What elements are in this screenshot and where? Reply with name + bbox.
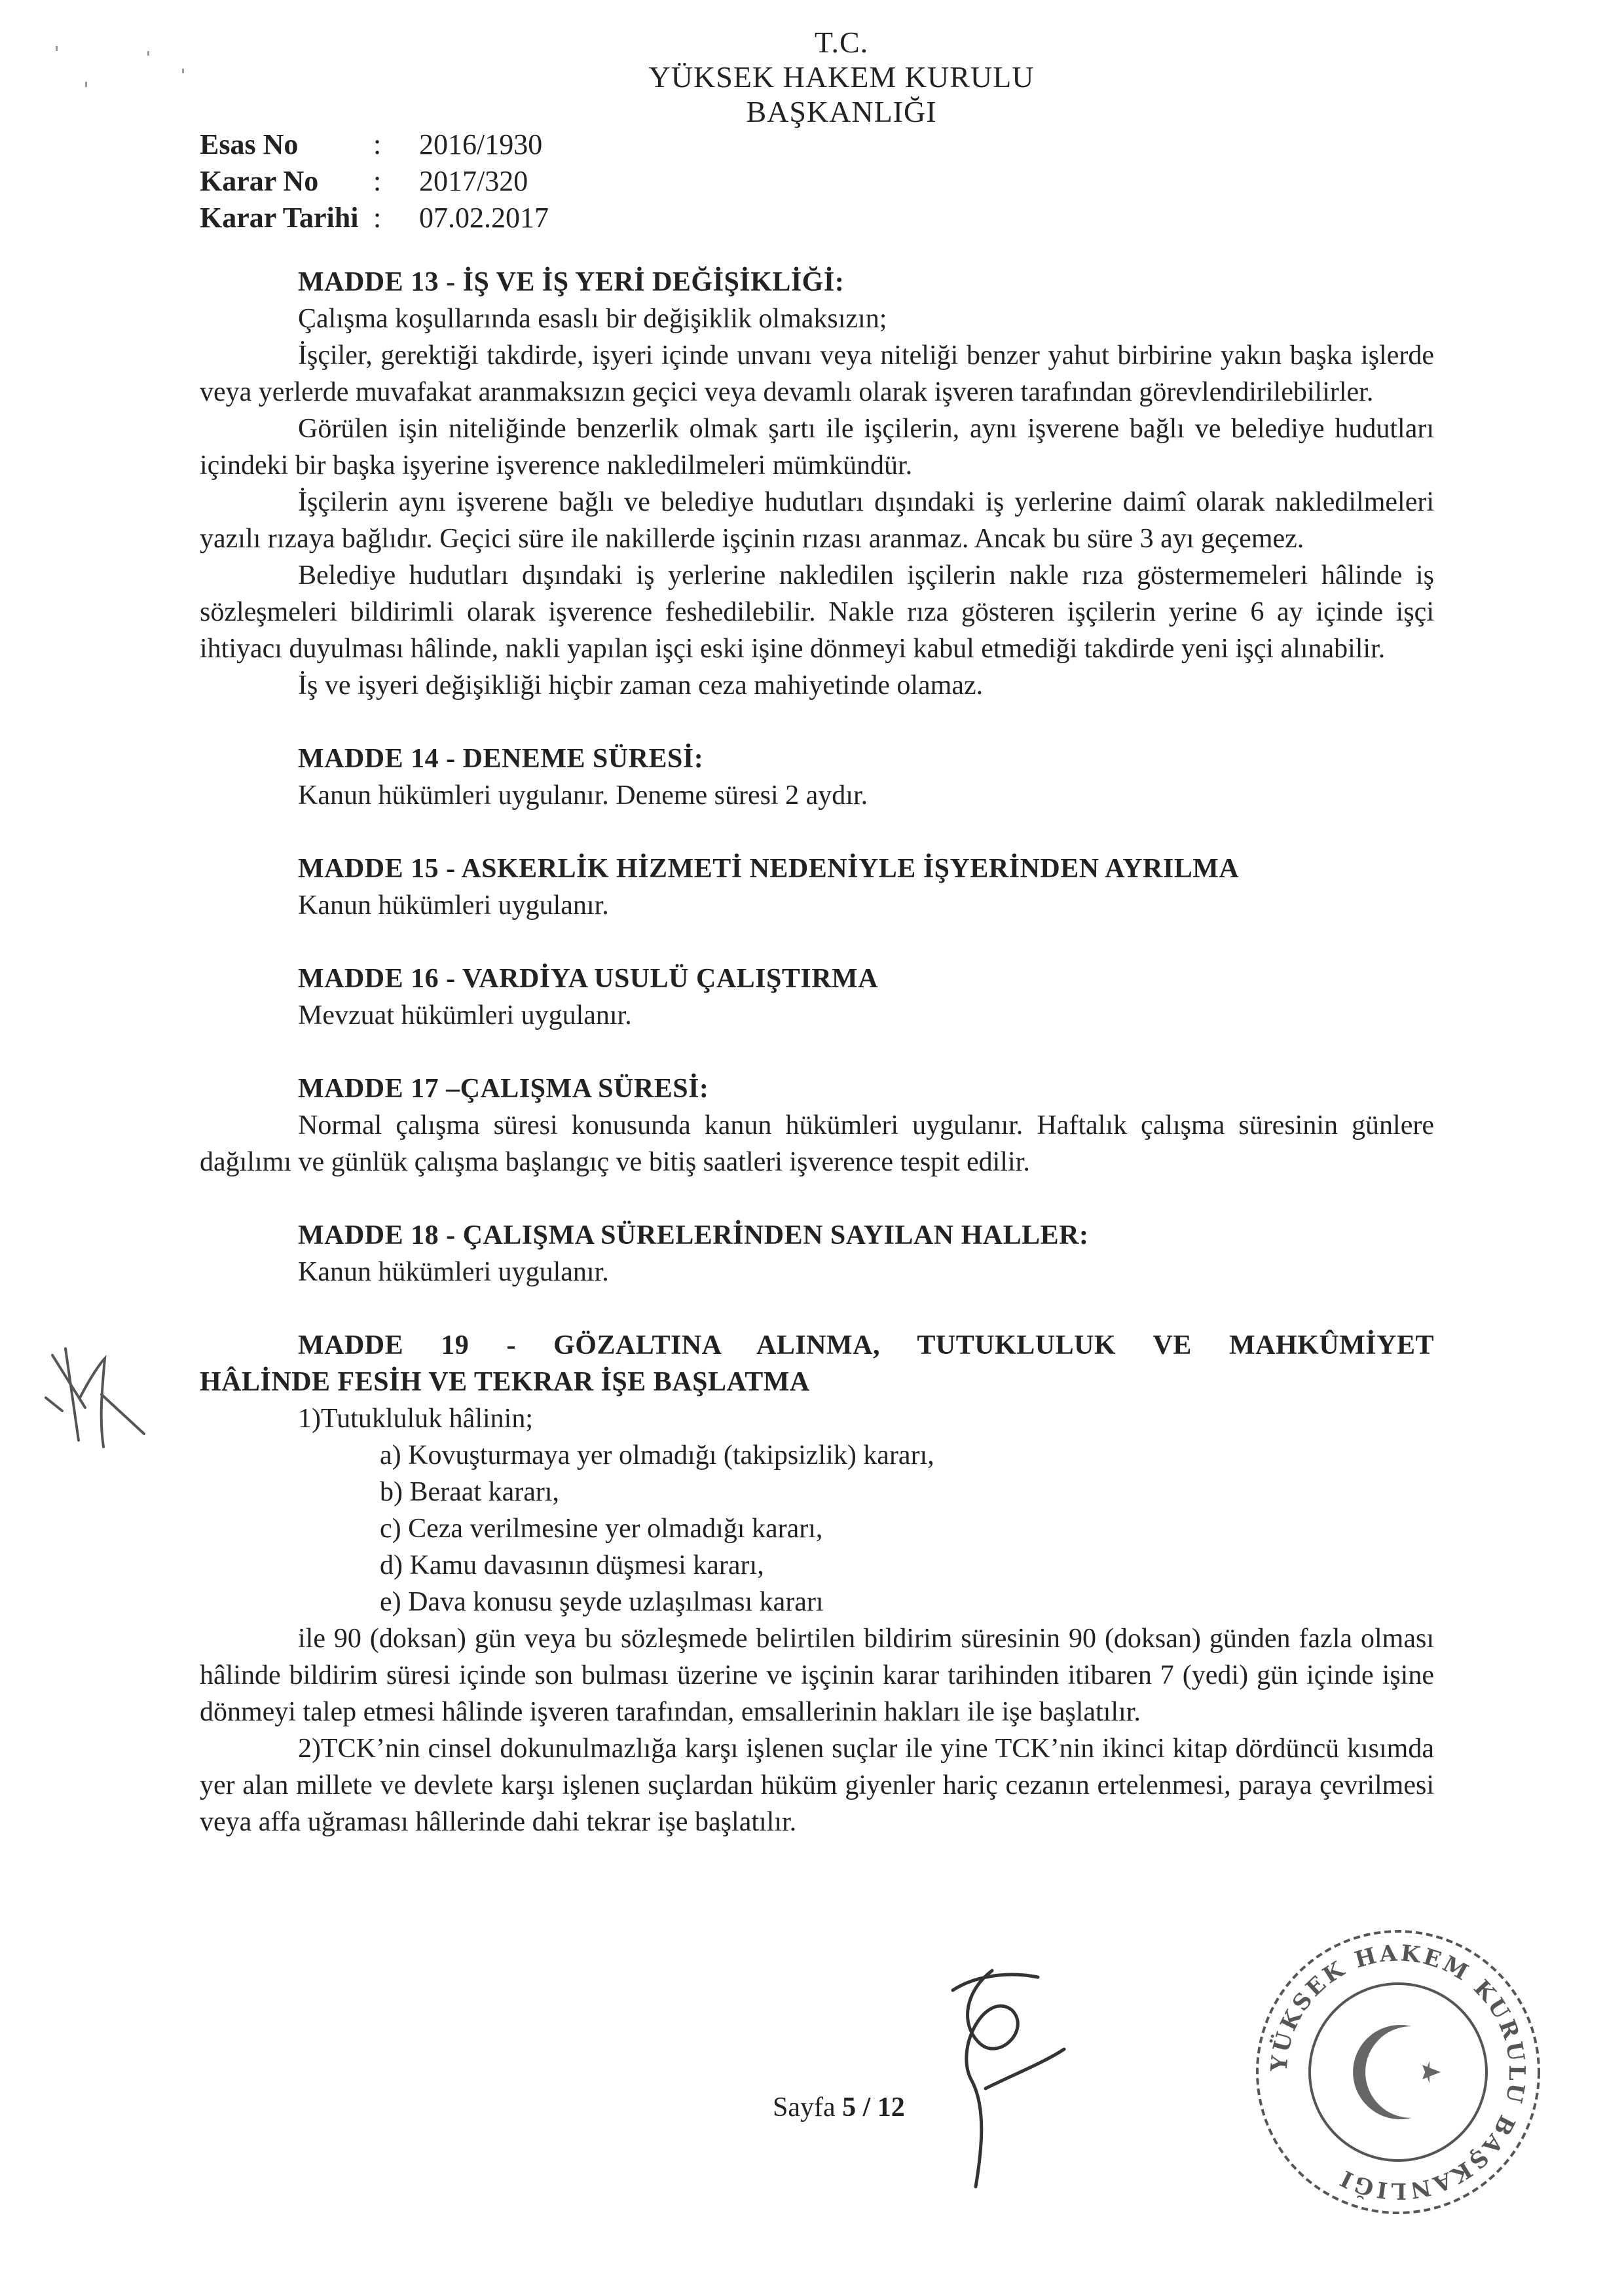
article-19-p2: 2)TCK’nin cinsel dokunulmazlığa karşı işlenen suçlar ile yine TCK’nin ikinci kitap dördüncü kısımda yer alan millete ve devlete karşı işlenen suçlardan hüküm giyenler hariç cezanın ertelenmesi, paraya çevrilmesi veya affa uğraması hâllerinde dahi tekrar işe başlatılır.: [200, 1734, 1434, 1837]
article-13-title: MADDE 13 - İŞ VE İŞ YERİ DEĞİŞİKLİĞİ:: [298, 267, 845, 297]
article-16-p1: Mevzuat hükümleri uygulanır.: [298, 1000, 632, 1030]
stamp-text: YÜKSEK HAKEM KURULU BAŞKANLIĞI: [1266, 1940, 1530, 2204]
meta-row-karar: Karar No : 2017/320: [200, 163, 549, 200]
article-15-title: MADDE 15 - ASKERLİK HİZMETİ NEDENİYLE İŞYERİNDEN AYRILMA: [298, 854, 1240, 884]
header-tc: T.C.: [814, 26, 869, 59]
esas-no-value: 2016/1930: [419, 128, 543, 160]
header-institution: YÜKSEK HAKEM KURULU: [648, 60, 1035, 94]
article-19-title: MADDE 19 - GÖZALTINA ALINMA, TUTUKLULUK VE MAHKÛMİYET HÂLİNDE FESİH VE TEKRAR İŞE BAŞLATMA: [200, 1330, 1434, 1397]
official-stamp: [1244, 1918, 1552, 2226]
article-19-intro: 1)Tutukluluk hâlinin;: [298, 1404, 533, 1434]
page-number-value: 5 / 12: [842, 2092, 905, 2123]
meta-row-tarih: Karar Tarihi : 07.02.2017: [200, 200, 549, 236]
list-item: b) Beraat kararı,: [380, 1477, 560, 1507]
svg-text:YÜKSEK HAKEM KURULU BAŞKANLIĞI: [1266, 1940, 1530, 2204]
article-14-p1: Kanun hükümleri uygulanır. Deneme süresi 2 aydır.: [298, 780, 868, 811]
karar-tarihi-value: 07.02.2017: [419, 202, 549, 234]
article-19-p1: ile 90 (doksan) gün veya bu sözleşmede belirtilen bildirim süresinin 90 (doksan) günden fazla olması hâlinde bildirim süresi içinde son bulması üzerine ve işçinin karar tarihinden itibaren 7 (yedi) gün içinde işine dönmeyi talep etmesi hâlinde işveren tarafından, emsallerinin hakları ile işe başlatılır.: [200, 1624, 1434, 1727]
document-header: [0, 25, 1624, 129]
article-17-title: MADDE 17 –ÇALIŞMA SÜRESİ:: [298, 1074, 709, 1104]
page-number: Sayfa 5 / 12: [773, 2092, 905, 2123]
list-item: c) Ceza verilmesine yer olmadığı kararı,: [380, 1514, 823, 1544]
article-13-p1: Çalışma koşullarında esaslı bir değişiklik olmaksızın;: [298, 304, 887, 334]
article-18-p1: Kanun hükümleri uygulanır.: [298, 1257, 609, 1287]
article-14-title: MADDE 14 - DENEME SÜRESİ:: [298, 744, 704, 774]
karar-no-value: 2017/320: [419, 165, 528, 197]
meta-row-esas: Esas No : 2016/1930: [200, 126, 549, 163]
article-15-p1: Kanun hükümleri uygulanır.: [298, 890, 609, 920]
article-17-p1: Normal çalışma süresi konusunda kanun hükümleri uygulanır. Haftalık çalışma süresinin günlere dağılımı ve günlük çalışma başlangıç ve bitiş saatleri işverence tespit edilir.: [200, 1110, 1434, 1177]
article-13-p6: İş ve işyeri değişikliği hiçbir zaman ceza mahiyetinde olamaz.: [298, 670, 984, 701]
article-13-p3: Görülen işin niteliğinde benzerlik olmak şartı ile işçilerin, aynı işverene bağlı ve belediye hudutları içindeki bir başka işyerine işverence nakledilmeleri mümkündür.: [200, 414, 1434, 481]
margin-initials: [39, 1336, 151, 1460]
article-13-p5: Belediye hudutları dışındaki iş yerlerine nakledilen işçilerin nakle rıza göstermemeleri hâlinde iş sözleşmeleri bildirimli olarak işverence feshedilebilir. Nakle rıza gösteren işçilerin yerine 6 ay içinde işçi ihtiyacı duyulması hâlinde, nakli yapılan işçi eski işine dönmeyi kabul etmediği takdirde yeni işçi alınabilir.: [200, 560, 1434, 664]
article-18-title: MADDE 18 - ÇALIŞMA SÜRELERİNDEN SAYILAN HALLER:: [298, 1220, 1089, 1250]
article-13-p4: İşçilerin aynı işverene bağlı ve belediye hudutları dışındaki iş yerlerine daimî olarak nakledilmeleri yazılı rızaya bağlıdır. Geçici süre ile nakillerde işçinin rızası aranmaz. Ancak bu süre 3 ayı geçemez.: [200, 487, 1434, 554]
signature: [913, 1951, 1077, 2213]
list-item: e) Dava konusu şeyde uzlaşılması kararı: [380, 1587, 824, 1617]
article-13-p2: İşçiler, gerektiği takdirde, işyeri içinde unvanı veya niteliği benzer yahut birbirine yakın başka işlerde veya yerlerde muvafakat aranmaksızın geçici veya devamlı olarak işveren tarafından görevlendirilebilirler.: [200, 340, 1434, 407]
article-16-title: MADDE 16 - VARDİYA USULÜ ÇALIŞTIRMA: [298, 964, 879, 994]
case-meta: [200, 126, 549, 236]
header-presidency: BAŞKANLIĞI: [746, 95, 937, 128]
list-item: a) Kovuşturmaya yer olmadığı (takipsizlik) kararı,: [380, 1440, 934, 1470]
list-item: d) Kamu davasının düşmesi kararı,: [380, 1550, 764, 1580]
document-body: [200, 264, 1434, 1840]
